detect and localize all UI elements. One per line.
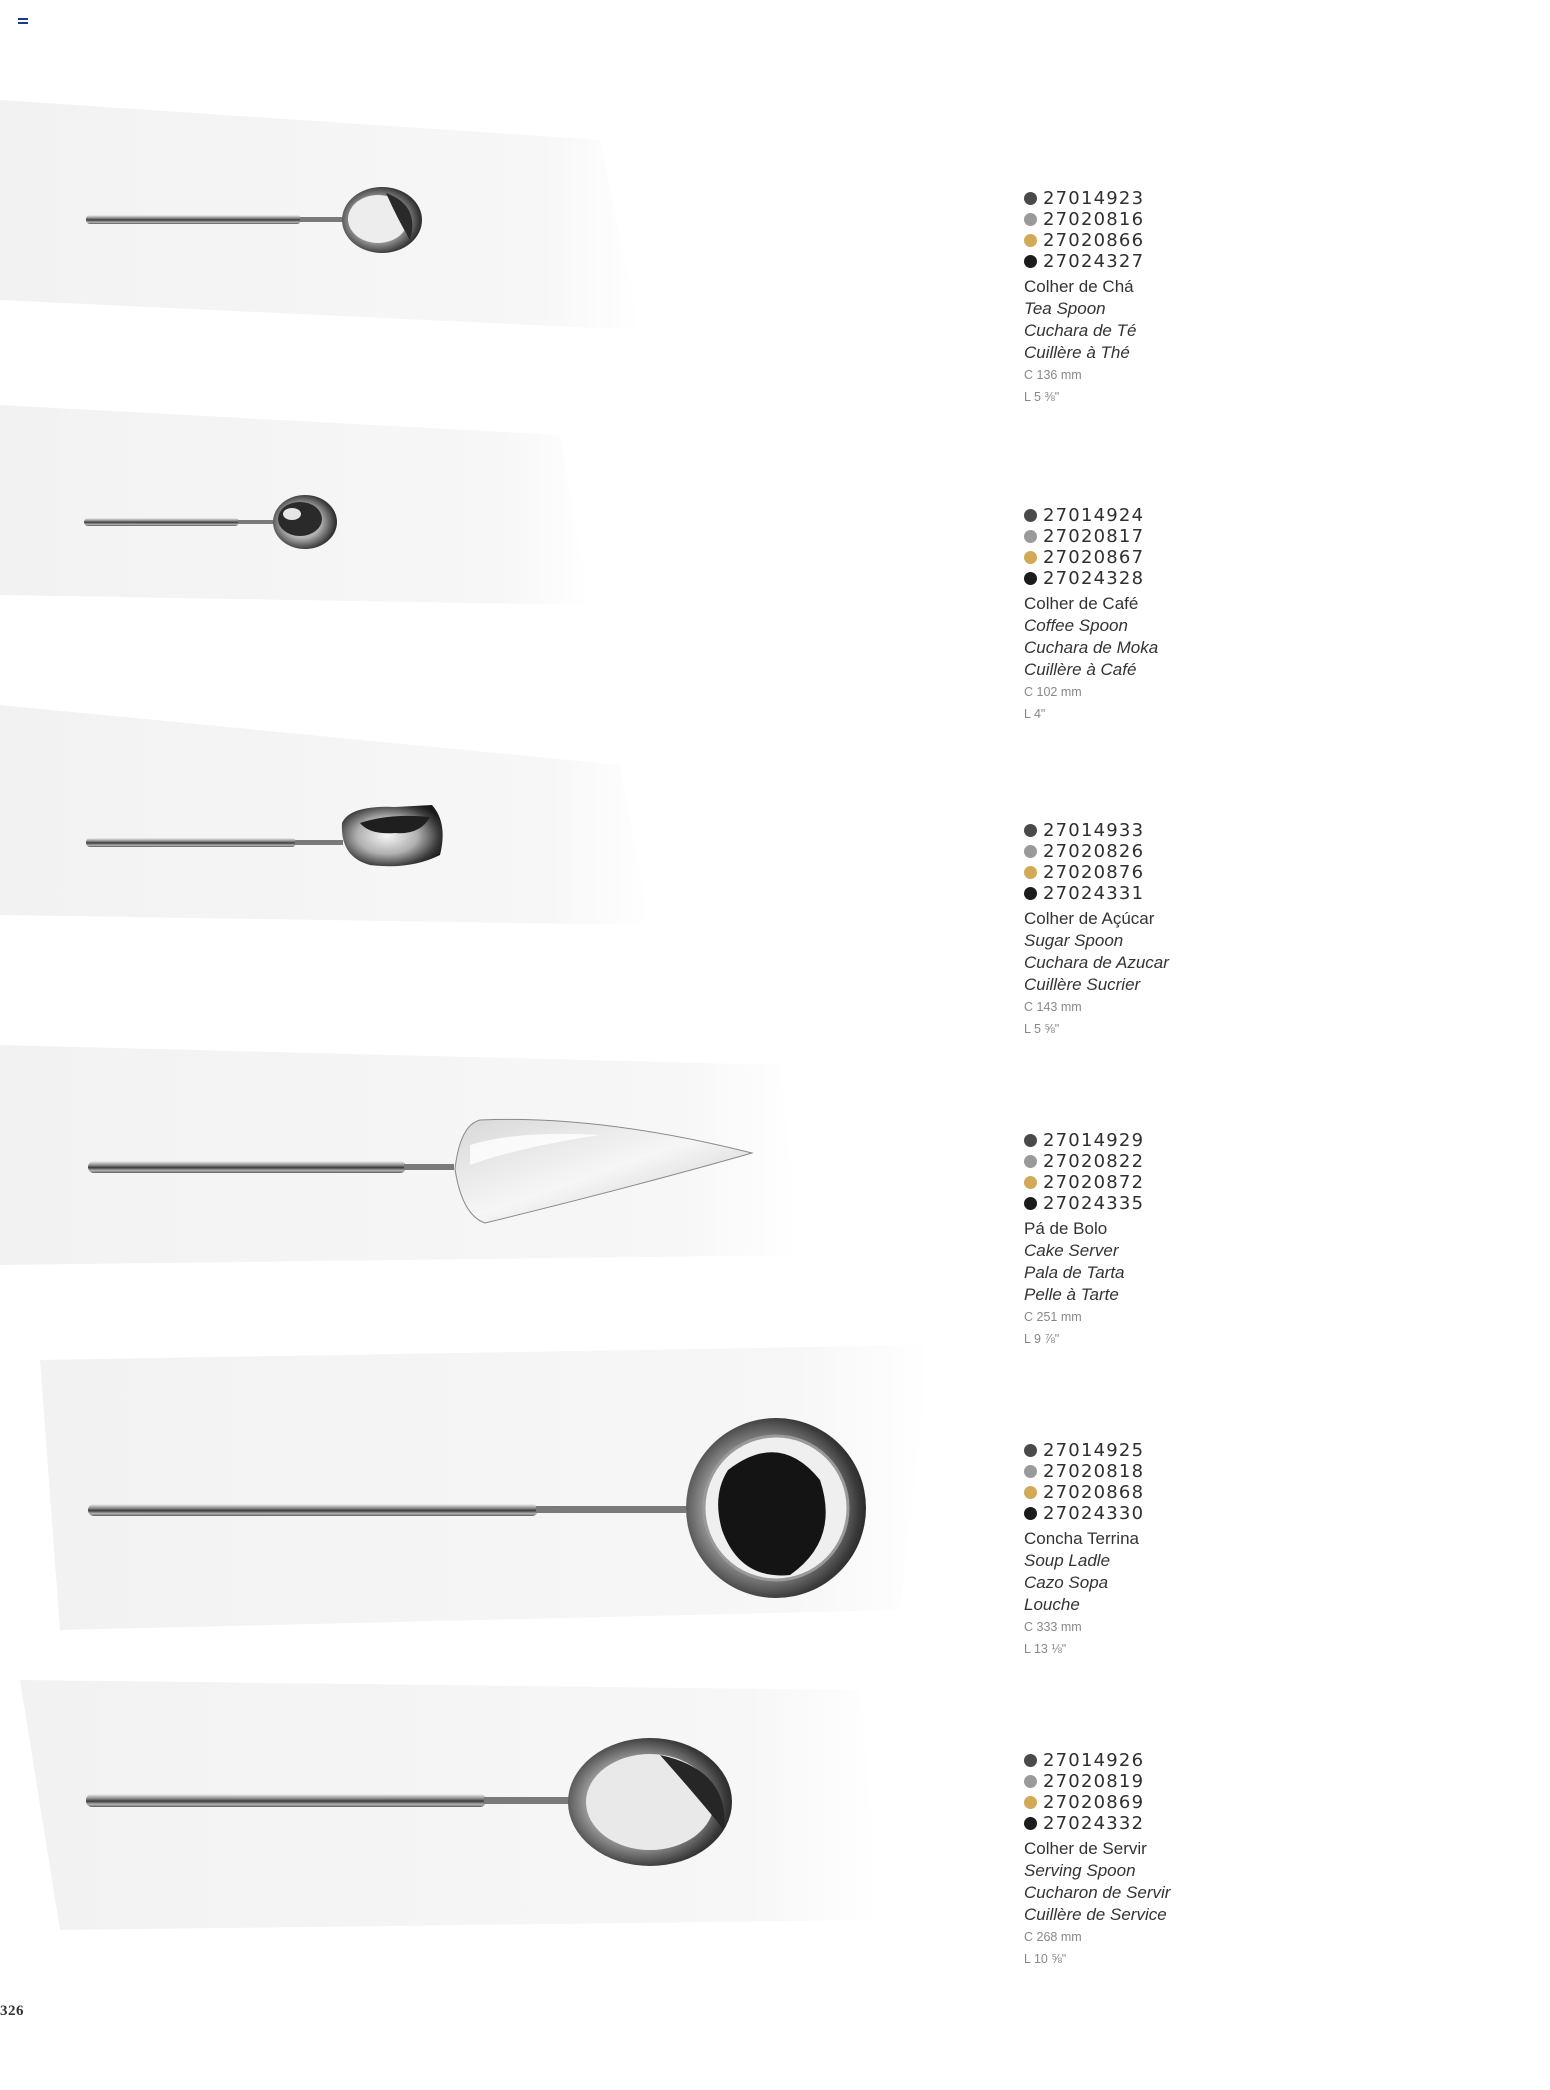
finish-dot-black <box>1024 572 1037 585</box>
sku-row <box>1024 568 1284 589</box>
product-name-es: Cuchara de Azucar <box>1024 953 1169 972</box>
sku-number: 27024328 <box>1043 568 1145 589</box>
sku-number: 27020866 <box>1043 230 1145 251</box>
sku-row <box>1024 1503 1284 1524</box>
sku-row <box>1024 526 1284 547</box>
product-name-en: Cake Server <box>1024 1241 1119 1260</box>
sku-number: 27020876 <box>1043 862 1145 883</box>
length-mm: C 136 mm <box>1024 368 1082 382</box>
product-name-es: Cuchara de Té <box>1024 321 1137 340</box>
sku-number: 27020872 <box>1043 1172 1145 1193</box>
product-photo <box>0 395 960 695</box>
length-mm: C 251 mm <box>1024 1310 1082 1324</box>
finish-dot-gold <box>1024 1176 1037 1189</box>
sku-row <box>1024 188 1284 209</box>
length-in: L 5 ⅝" <box>1024 1022 1060 1036</box>
sku-row <box>1024 862 1284 883</box>
product-name-pt: Concha Terrina <box>1024 1529 1139 1548</box>
finish-dot-gold <box>1024 1486 1037 1499</box>
finish-dot-black <box>1024 1817 1037 1830</box>
length-in: L 4" <box>1024 707 1046 721</box>
sku-row <box>1024 1130 1284 1151</box>
sku-row <box>1024 841 1284 862</box>
sku-row <box>1024 547 1284 568</box>
sku-number: 27020826 <box>1043 841 1145 862</box>
finish-dot-silver <box>1024 1155 1037 1168</box>
product-info <box>1024 505 1284 725</box>
sku-number: 27020818 <box>1043 1461 1145 1482</box>
product-name-pt: Colher de Café <box>1024 594 1139 613</box>
sku-number: 27014929 <box>1043 1130 1145 1151</box>
sku-row <box>1024 209 1284 230</box>
sku-number: 27024332 <box>1043 1813 1145 1834</box>
product-name-pt: Colher de Chá <box>1024 277 1134 296</box>
product-info <box>1024 1130 1284 1350</box>
sku-row <box>1024 1440 1284 1461</box>
sku-row <box>1024 505 1284 526</box>
sku-row <box>1024 251 1284 272</box>
finish-dot-black <box>1024 255 1037 268</box>
product-tea-spoon <box>0 90 1550 404</box>
finish-dot-silver <box>1024 213 1037 226</box>
sku-number: 27014925 <box>1043 1440 1145 1461</box>
product-name-es: Pala de Tarta <box>1024 1263 1125 1282</box>
product-name-en: Serving Spoon <box>1024 1861 1136 1880</box>
finish-dot-black <box>1024 1197 1037 1210</box>
sku-row <box>1024 1151 1284 1172</box>
finish-dot-silver <box>1024 530 1037 543</box>
sku-row <box>1024 1813 1284 1834</box>
finish-dot-steel <box>1024 824 1037 837</box>
sku-number: 27024330 <box>1043 1503 1145 1524</box>
finish-dot-gold <box>1024 551 1037 564</box>
product-photo <box>0 705 960 1005</box>
length-mm: C 333 mm <box>1024 1620 1082 1634</box>
product-name-fr: Pelle à Tarte <box>1024 1285 1119 1304</box>
product-info <box>1024 1440 1284 1660</box>
product-sugar-spoon <box>0 705 1550 1036</box>
length-mm: C 102 mm <box>1024 685 1082 699</box>
sku-row <box>1024 1792 1284 1813</box>
product-photo <box>0 90 960 390</box>
sku-number: 27014933 <box>1043 820 1145 841</box>
product-name-fr: Cuillère à Café <box>1024 660 1137 679</box>
sku-number: 27024331 <box>1043 883 1145 904</box>
finish-dot-gold <box>1024 1796 1037 1809</box>
sku-number: 27020867 <box>1043 547 1145 568</box>
sku-number: 27020869 <box>1043 1792 1145 1813</box>
sku-row <box>1024 883 1284 904</box>
page-number: 326 <box>0 2003 24 2019</box>
sku-number: 27014926 <box>1043 1750 1145 1771</box>
product-name-fr: Cuillère Sucrier <box>1024 975 1141 994</box>
length-in: L 9 ⅞" <box>1024 1332 1060 1346</box>
sku-number: 27020816 <box>1043 209 1145 230</box>
finish-dot-steel <box>1024 1134 1037 1147</box>
length-mm: C 143 mm <box>1024 1000 1082 1014</box>
sku-row <box>1024 1172 1284 1193</box>
sku-number: 27024335 <box>1043 1193 1145 1214</box>
product-name-en: Sugar Spoon <box>1024 931 1124 950</box>
product-name-fr: Cuillère à Thé <box>1024 343 1130 362</box>
product-name-en: Tea Spoon <box>1024 299 1106 318</box>
product-name-fr: Louche <box>1024 1595 1080 1614</box>
product-name-pt: Pá de Bolo <box>1024 1219 1108 1238</box>
finish-dot-gold <box>1024 866 1037 879</box>
product-info <box>1024 188 1284 408</box>
product-name-en: Coffee Spoon <box>1024 616 1128 635</box>
product-soup-ladle <box>0 1340 1550 1656</box>
sku-number: 27014923 <box>1043 188 1145 209</box>
sku-row <box>1024 1193 1284 1214</box>
finish-dot-gold <box>1024 234 1037 247</box>
length-in: L 13 ⅛" <box>1024 1642 1067 1656</box>
product-name-en: Soup Ladle <box>1024 1551 1111 1570</box>
finish-dot-black <box>1024 887 1037 900</box>
length-in: L 10 ⅝" <box>1024 1952 1067 1966</box>
finish-dot-steel <box>1024 509 1037 522</box>
finish-dot-silver <box>1024 1465 1037 1478</box>
product-coffee-spoon <box>0 395 1550 721</box>
sku-row <box>1024 230 1284 251</box>
sku-number: 27020822 <box>1043 1151 1145 1172</box>
sku-number: 27020868 <box>1043 1482 1145 1503</box>
product-info <box>1024 1750 1284 1970</box>
product-name-es: Cucharon de Servir <box>1024 1883 1171 1902</box>
sku-number: 27014924 <box>1043 505 1145 526</box>
product-photo <box>0 1660 960 1960</box>
finish-dot-silver <box>1024 845 1037 858</box>
finish-dot-silver <box>1024 1775 1037 1788</box>
finish-dot-black <box>1024 1507 1037 1520</box>
sku-row <box>1024 1482 1284 1503</box>
length-in: L 5 ⅜" <box>1024 390 1060 404</box>
menu-icon[interactable] <box>18 18 28 26</box>
product-name-es: Cuchara de Moka <box>1024 638 1159 657</box>
finish-dot-steel <box>1024 192 1037 205</box>
length-mm: C 268 mm <box>1024 1930 1082 1944</box>
finish-dot-steel <box>1024 1444 1037 1457</box>
product-serving-spoon <box>0 1660 1550 1966</box>
sku-row <box>1024 1771 1284 1792</box>
product-name-pt: Colher de Açúcar <box>1024 909 1155 928</box>
product-name-pt: Colher de Servir <box>1024 1839 1147 1858</box>
finish-dot-steel <box>1024 1754 1037 1767</box>
product-name-fr: Cuillère de Service <box>1024 1905 1167 1924</box>
product-cake-server <box>0 1025 1550 1346</box>
sku-number: 27020819 <box>1043 1771 1145 1792</box>
sku-number: 27024327 <box>1043 251 1145 272</box>
sku-row <box>1024 820 1284 841</box>
sku-row <box>1024 1750 1284 1771</box>
product-name-es: Cazo Sopa <box>1024 1573 1109 1592</box>
sku-number: 27020817 <box>1043 526 1145 547</box>
product-info <box>1024 820 1284 1040</box>
sku-row <box>1024 1461 1284 1482</box>
product-photo <box>0 1340 960 1640</box>
product-photo <box>0 1025 960 1325</box>
